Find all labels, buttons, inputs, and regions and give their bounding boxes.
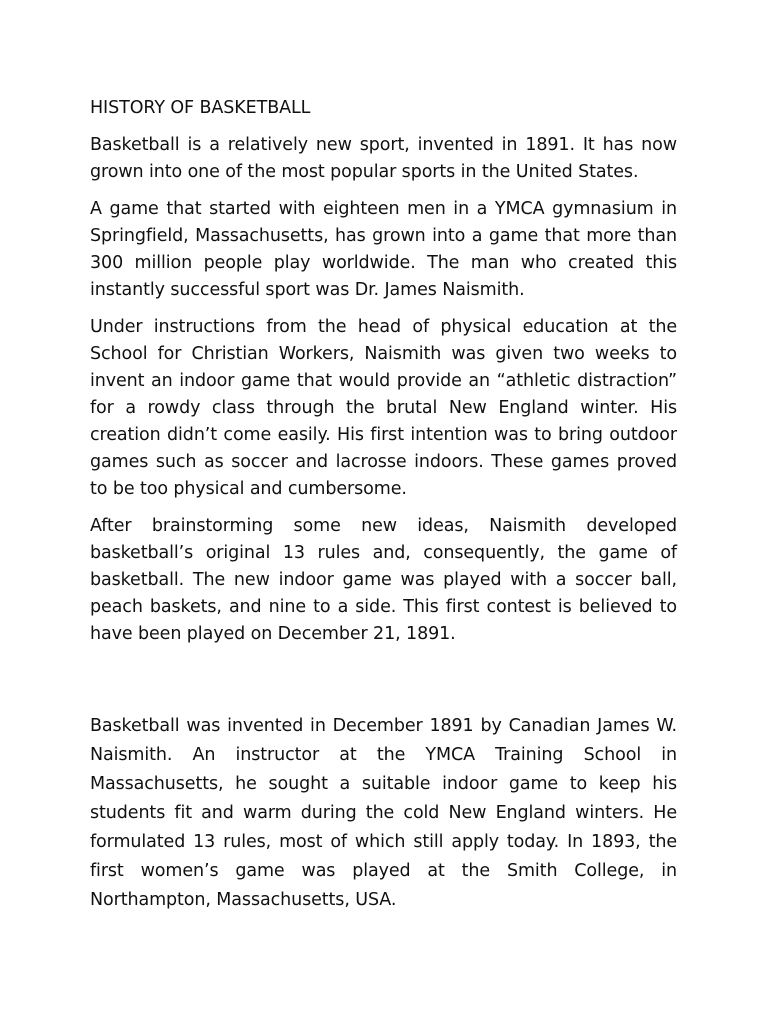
- paragraph-intro: Basketball is a relatively new sport, invented in 1891. It has now grown into one of the most popular sports in the United States.: [90, 135, 677, 182]
- paragraph-original-rules: After brainstorming some new ideas, Naismith developed basketball’s original 13 rules and, consequently, the game of basketball. The new indoor game was played with a soccer ball, peach baskets, and nine to a side. This first contest is believed to have been played on December 21, 1891.: [90, 516, 677, 644]
- paragraph-instructions: Under instructions from the head of physical education at the School for Christian Workers, Naismith was given two weeks to invent an indoor game that would provide an “athletic distraction” for a rowdy class through the brutal New England winter. His creation didn’t come easily. His first intention was to bring outdoor games such as soccer and lacrosse indoors. These games proved to be too physical and cumbersome.: [90, 317, 677, 499]
- document-title: HISTORY OF BASKETBALL: [90, 98, 311, 118]
- paragraph-ymca-origin: A game that started with eighteen men in a YMCA gymnasium in Springfield, Massachusetts, has grown into a game that more than 300 million people play worldwide. The man who created this instantly successful sport was Dr. James Naismith.: [90, 199, 677, 300]
- document-body: [90, 95, 677, 925]
- paragraph-summary: Basketball was invented in December 1891 by Canadian James W. Naismith. An instructor at the YMCA Training School in Massachusetts, he sought a suitable indoor game to keep his students fit and warm during the cold New England winters. He formulated 13 rules, most of which still apply today. In 1893, the first women’s game was played at the Smith College, in Northampton, Massachusetts, USA.: [90, 716, 677, 910]
